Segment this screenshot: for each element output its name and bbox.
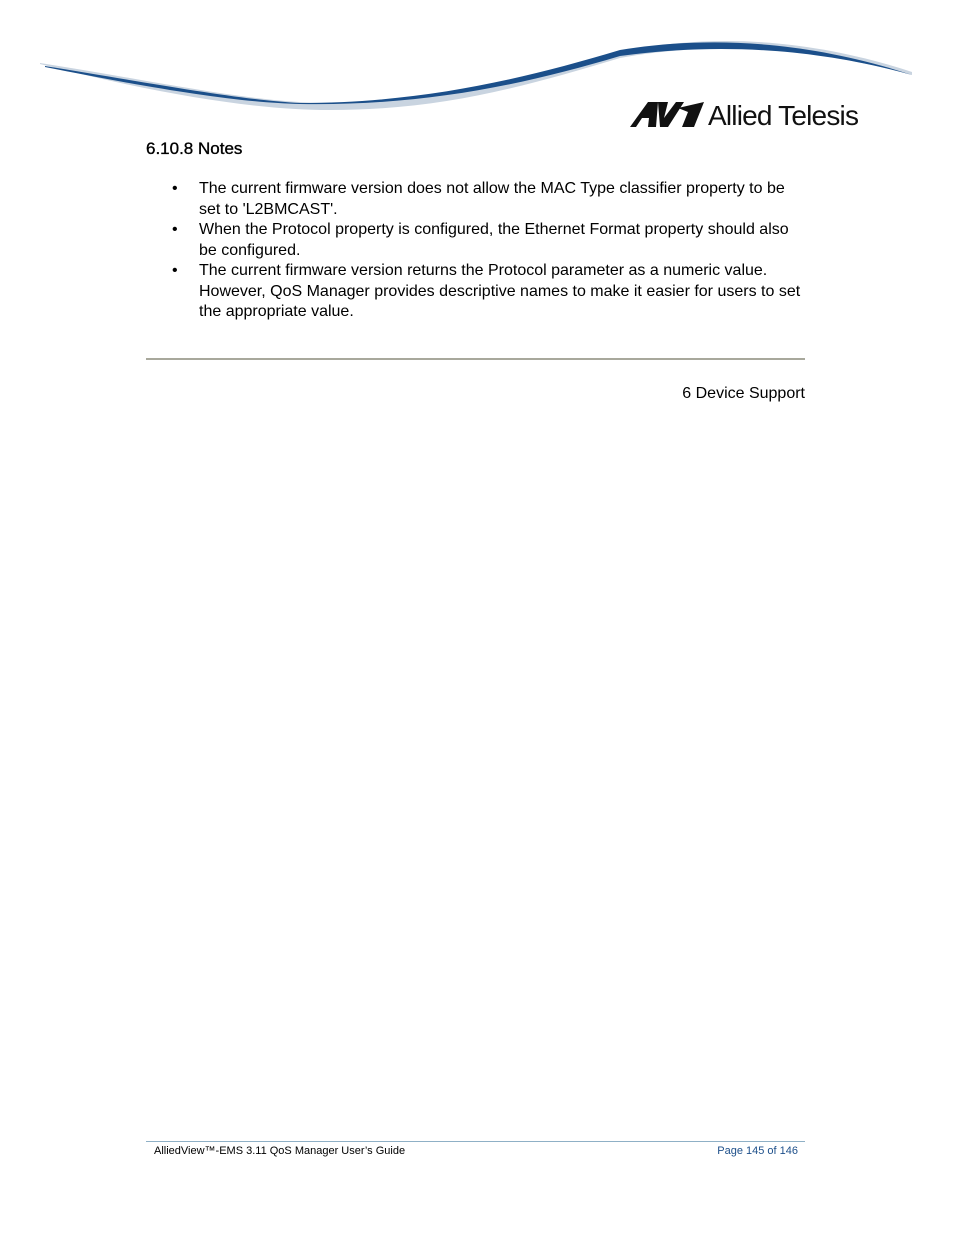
allied-telesis-logo [628,98,868,136]
section-heading: 6.10.8 Notes [146,139,243,158]
logo-mark-icon [628,98,706,130]
chapter-label: 6 Device Support [682,385,805,402]
note-item [146,179,806,220]
notes-list [146,179,806,323]
note-text: The current firmware version returns the Protocol parameter as a numeric value. However, QoS Manager provides descriptive names to make it easier for users to set the appropriate value. [199,262,801,320]
logo-wordmark: Allied Telesis [708,100,859,131]
note-item [146,261,806,323]
note-item [146,220,806,261]
footer-guide-title: AlliedView™-EMS 3.11 QoS Manager User’s Guide [154,1145,406,1157]
footer-page-number: Page 145 of 146 [717,1145,798,1157]
note-text: When the Protocol property is configured, the Ethernet Format property should also be configured. [199,221,789,259]
bullet-icon: • [172,221,178,238]
bullet-icon: • [172,180,178,197]
bullet-icon: • [172,262,178,279]
footer-divider [146,1141,805,1142]
note-text: The current firmware version does not allow the MAC Type classifier property to be set to 'L2BMCAST'. [199,180,785,218]
section-divider [146,358,805,360]
